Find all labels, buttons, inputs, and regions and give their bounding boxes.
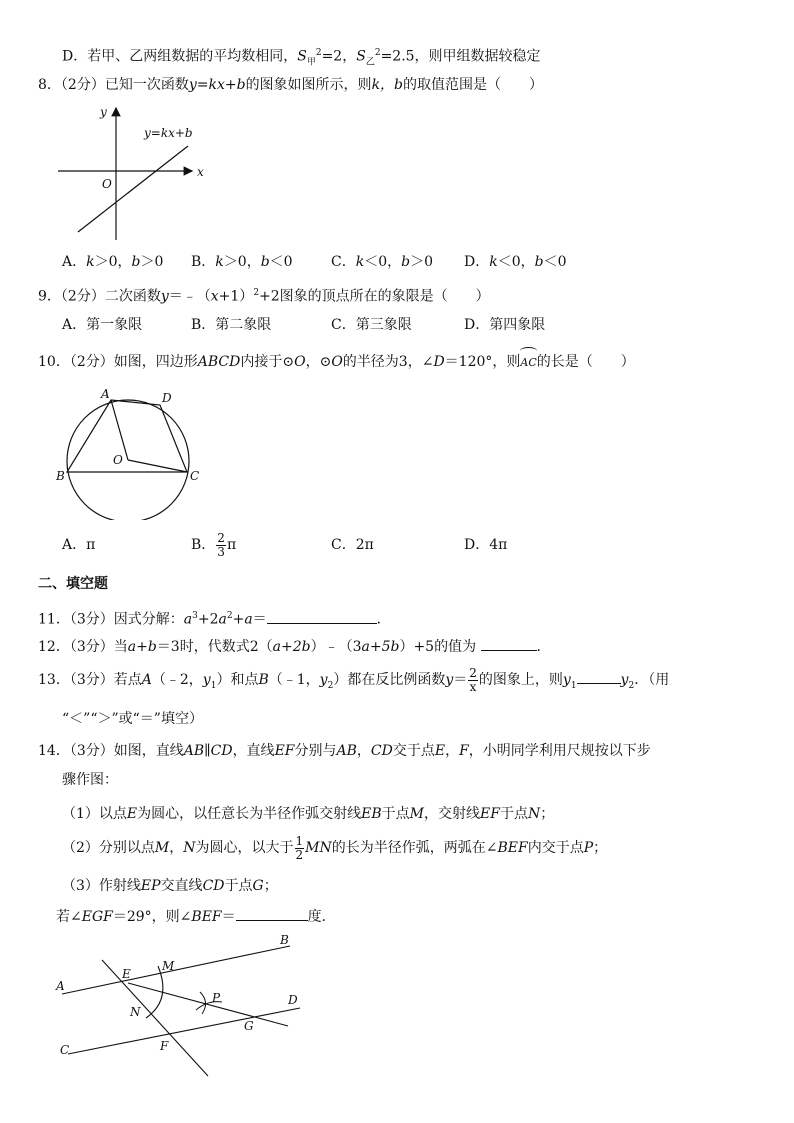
q14-stem-line2: 骤作图： (62, 772, 118, 788)
section-fill-in-blank-title: 二、填空题 (38, 576, 108, 592)
q10-radius-oc (128, 460, 187, 472)
q12-answer-blank[interactable] (481, 636, 537, 651)
q9-option-b: B．第二象限 (191, 317, 272, 333)
q8-linear-function-figure (50, 100, 220, 245)
q14-label-a: A (56, 979, 65, 993)
q13-answer-blank[interactable] (577, 669, 621, 684)
q14-line-ef (102, 960, 208, 1076)
q8-origin-label: O (102, 177, 112, 191)
q14-label-p: P (212, 991, 221, 1005)
q14-construction-figure (50, 930, 320, 1080)
q14-label-m: M (162, 959, 175, 973)
q12-stem: 12．（3分）当a+b＝3时，代数式2（a+2b）﹣（3a+5b）+5的值为 ． (38, 636, 551, 657)
q7-option-d: D．若甲、乙两组数据的平均数相同，$S_甲^2=2$，$S_乙^2=2.5$，则甲组数据较稳定 (62, 48, 541, 68)
q9-stem: 9．（2分）二次函数$y=﹣(x+1)^2+2$图象的顶点所在的象限是（ ） (38, 288, 490, 305)
q14-step-1: （1）以点E为圆心，以任意长为半径作弧交射线EB于点M，交射线EF于点N； (62, 806, 555, 822)
q10-label-d: D (162, 391, 172, 405)
q10-label-a: A (101, 387, 110, 401)
q14-label-b: B (280, 933, 289, 947)
q10-arc-ac: AC (520, 353, 536, 373)
q13-fraction: $\frac{2}{x}$ (469, 665, 477, 694)
q14-label-e: E (122, 967, 131, 981)
q11-stem: 11．（3分）因式分解：$a^3+2a^2+a=$ ． (38, 606, 391, 630)
q9-option-a: A．第一象限 (62, 317, 143, 333)
q10-option-a: A．π (62, 537, 96, 553)
q8-x-label: x (197, 165, 204, 179)
q14-question: 若∠EGF＝29°，则∠BEF＝ 度． (56, 906, 336, 927)
q14-label-g: G (244, 1019, 254, 1033)
q14-label-n: N (130, 1005, 141, 1019)
q14-line-cd (68, 1008, 300, 1054)
q8-option-b: B．k＞0，b＜0 (191, 254, 293, 270)
q9-option-d: D．第四象限 (464, 317, 546, 333)
q10-circle-figure (50, 380, 210, 520)
q10-option-d: D．4π (464, 537, 508, 553)
q14-step-2: （2）分别以点M，N为圆心，以大于 $\frac{1}{2}$ MN的长为半径作弧，两弧在∠BEF内交于点P； (62, 833, 608, 862)
q10-option-b-fraction: $\frac{2}{3}$ (217, 530, 225, 559)
q11-answer-blank[interactable] (267, 609, 377, 624)
q8-line-label: y=kx+b (144, 126, 193, 140)
q14-label-f: F (160, 1039, 169, 1053)
q8-option-a: A．k＞0，b＞0 (62, 254, 164, 270)
q14-fraction: $\frac{1}{2}$ (295, 833, 304, 862)
q10-stem: 10．（2分）如图，四边形ABCD内接于⊙O，⊙O的半径为3，∠D＝120°，则AC的长是（ ） (38, 352, 635, 373)
q10-option-c: C．2π (331, 537, 374, 553)
q9-option-c: C．第三象限 (331, 317, 412, 333)
q14-line-ab (62, 946, 290, 994)
q10-label-b: B (56, 469, 65, 483)
q8-option-c: C．k＜0，b＞0 (331, 254, 434, 270)
q8-y-label: y (100, 105, 107, 119)
q8-function-line (78, 146, 188, 232)
q14-answer-blank[interactable] (236, 906, 308, 921)
q13-stem: 13．（3分）若点A（﹣2，$y_1$）和点B（﹣1，$y_2$）都在反比例函数y＝ $\frac{2}{x}$ 的图象上，则$y_1$ $y_2$．（用 (38, 665, 670, 694)
q10-option-b: B． $\frac{2}{3}$ π (191, 530, 237, 559)
q8-option-d: D．k＜0，b＜0 (464, 254, 567, 270)
q10-label-c: C (190, 469, 200, 483)
q10-quadrilateral (67, 400, 187, 472)
q10-label-o: O (113, 453, 123, 467)
q14-label-d: D (288, 993, 298, 1007)
q14-stem: 14．（3分）如图，直线AB∥CD，直线EF分别与AB，CD交于点E，F，小明同学利用尺规按以下步 (38, 743, 651, 759)
q10-radius-oa (111, 400, 128, 460)
q14-label-c: C (60, 1043, 70, 1057)
q14-step-3: （3）作射线EP交直线CD于点G； (62, 878, 278, 894)
q13-stem-line2: “＜”“＞”或“＝”填空） (62, 711, 203, 727)
q8-stem: 8．（2分）已知一次函数y=kx+b的图象如图所示，则k，b的取值范围是（ ） (38, 77, 544, 93)
q14-ray-ep (128, 983, 288, 1026)
